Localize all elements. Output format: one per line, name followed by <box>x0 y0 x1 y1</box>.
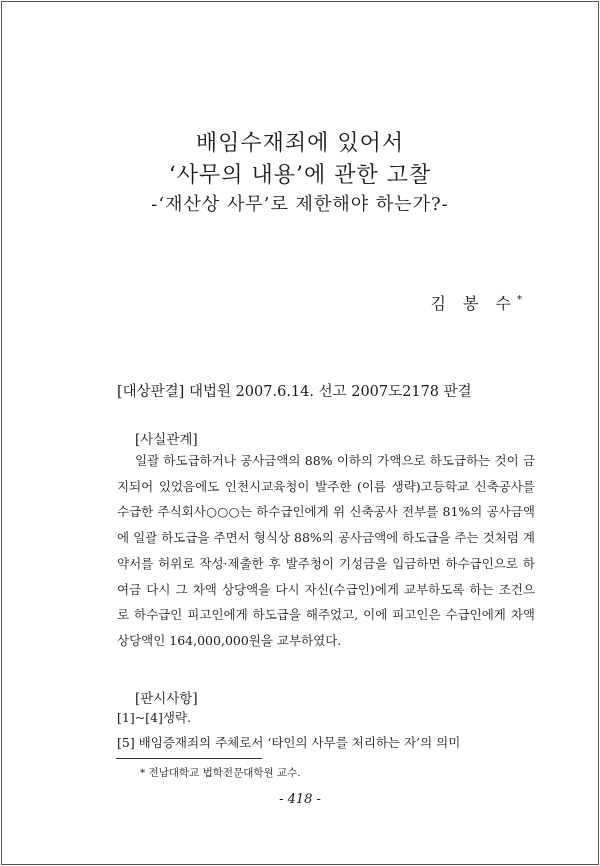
facts-body <box>117 448 535 654</box>
case-citation: [대상판결] 대법원 2007.6.14. 선고 2007도2178 판결 <box>117 384 472 400</box>
page-number: - 418 - <box>279 792 321 807</box>
author-name: 김 봉 수 <box>430 294 517 313</box>
title-line-2: ‘사무의 내용’에 관한 고찰 <box>168 163 432 188</box>
footnote: * 전남대학교 법학전문대학원 교수. <box>140 767 301 779</box>
author <box>430 291 522 314</box>
ruling-item-1: [1]~[4]생략. <box>117 710 192 725</box>
author-footnote-mark: * <box>517 294 522 306</box>
facts-paragraph: 일괄 하도급하거나 공사금액의 88% 이하의 가액으로 하도급하는 것이 금지되어 있었음에도 인천시교육청이 발주한 (이름 생략)고등학교 신축공사를 수급한 주식회사○○○는 하수급인에게 위 신축공사 전부를 81%의 공사금액에 일괄 하도급을 주면서 형식상 88%의 공사금액에 하도급을 주는 것처럼 계약서를 허위로 작성·제출한 후 발주청이 기성금을 입금하면 하수급인으로 하여금 다시 그 차액 상당액을 다시 자신(수급인)에게 교부하도록 하는 조건으로 하수급인 피고인에게 하도급을 해주었고, 이에 피고인은 수급인에게 차액 상당액인 164,000,000원을 교부하였다. <box>117 453 535 648</box>
title-line-1: 배임수재죄에 있어서 <box>195 131 405 156</box>
footnote-divider <box>116 758 262 759</box>
ruling-item-5: [5] 배임증재죄의 주체로서 ‘타인의 사무를 처리하는 자’의 의미 <box>117 735 461 750</box>
facts-heading: [사실관계] <box>135 432 198 448</box>
subtitle: -‘재산상 사무’로 제한해야 하는가?- <box>151 194 449 215</box>
ruling-heading: [판시사항] <box>135 691 198 707</box>
